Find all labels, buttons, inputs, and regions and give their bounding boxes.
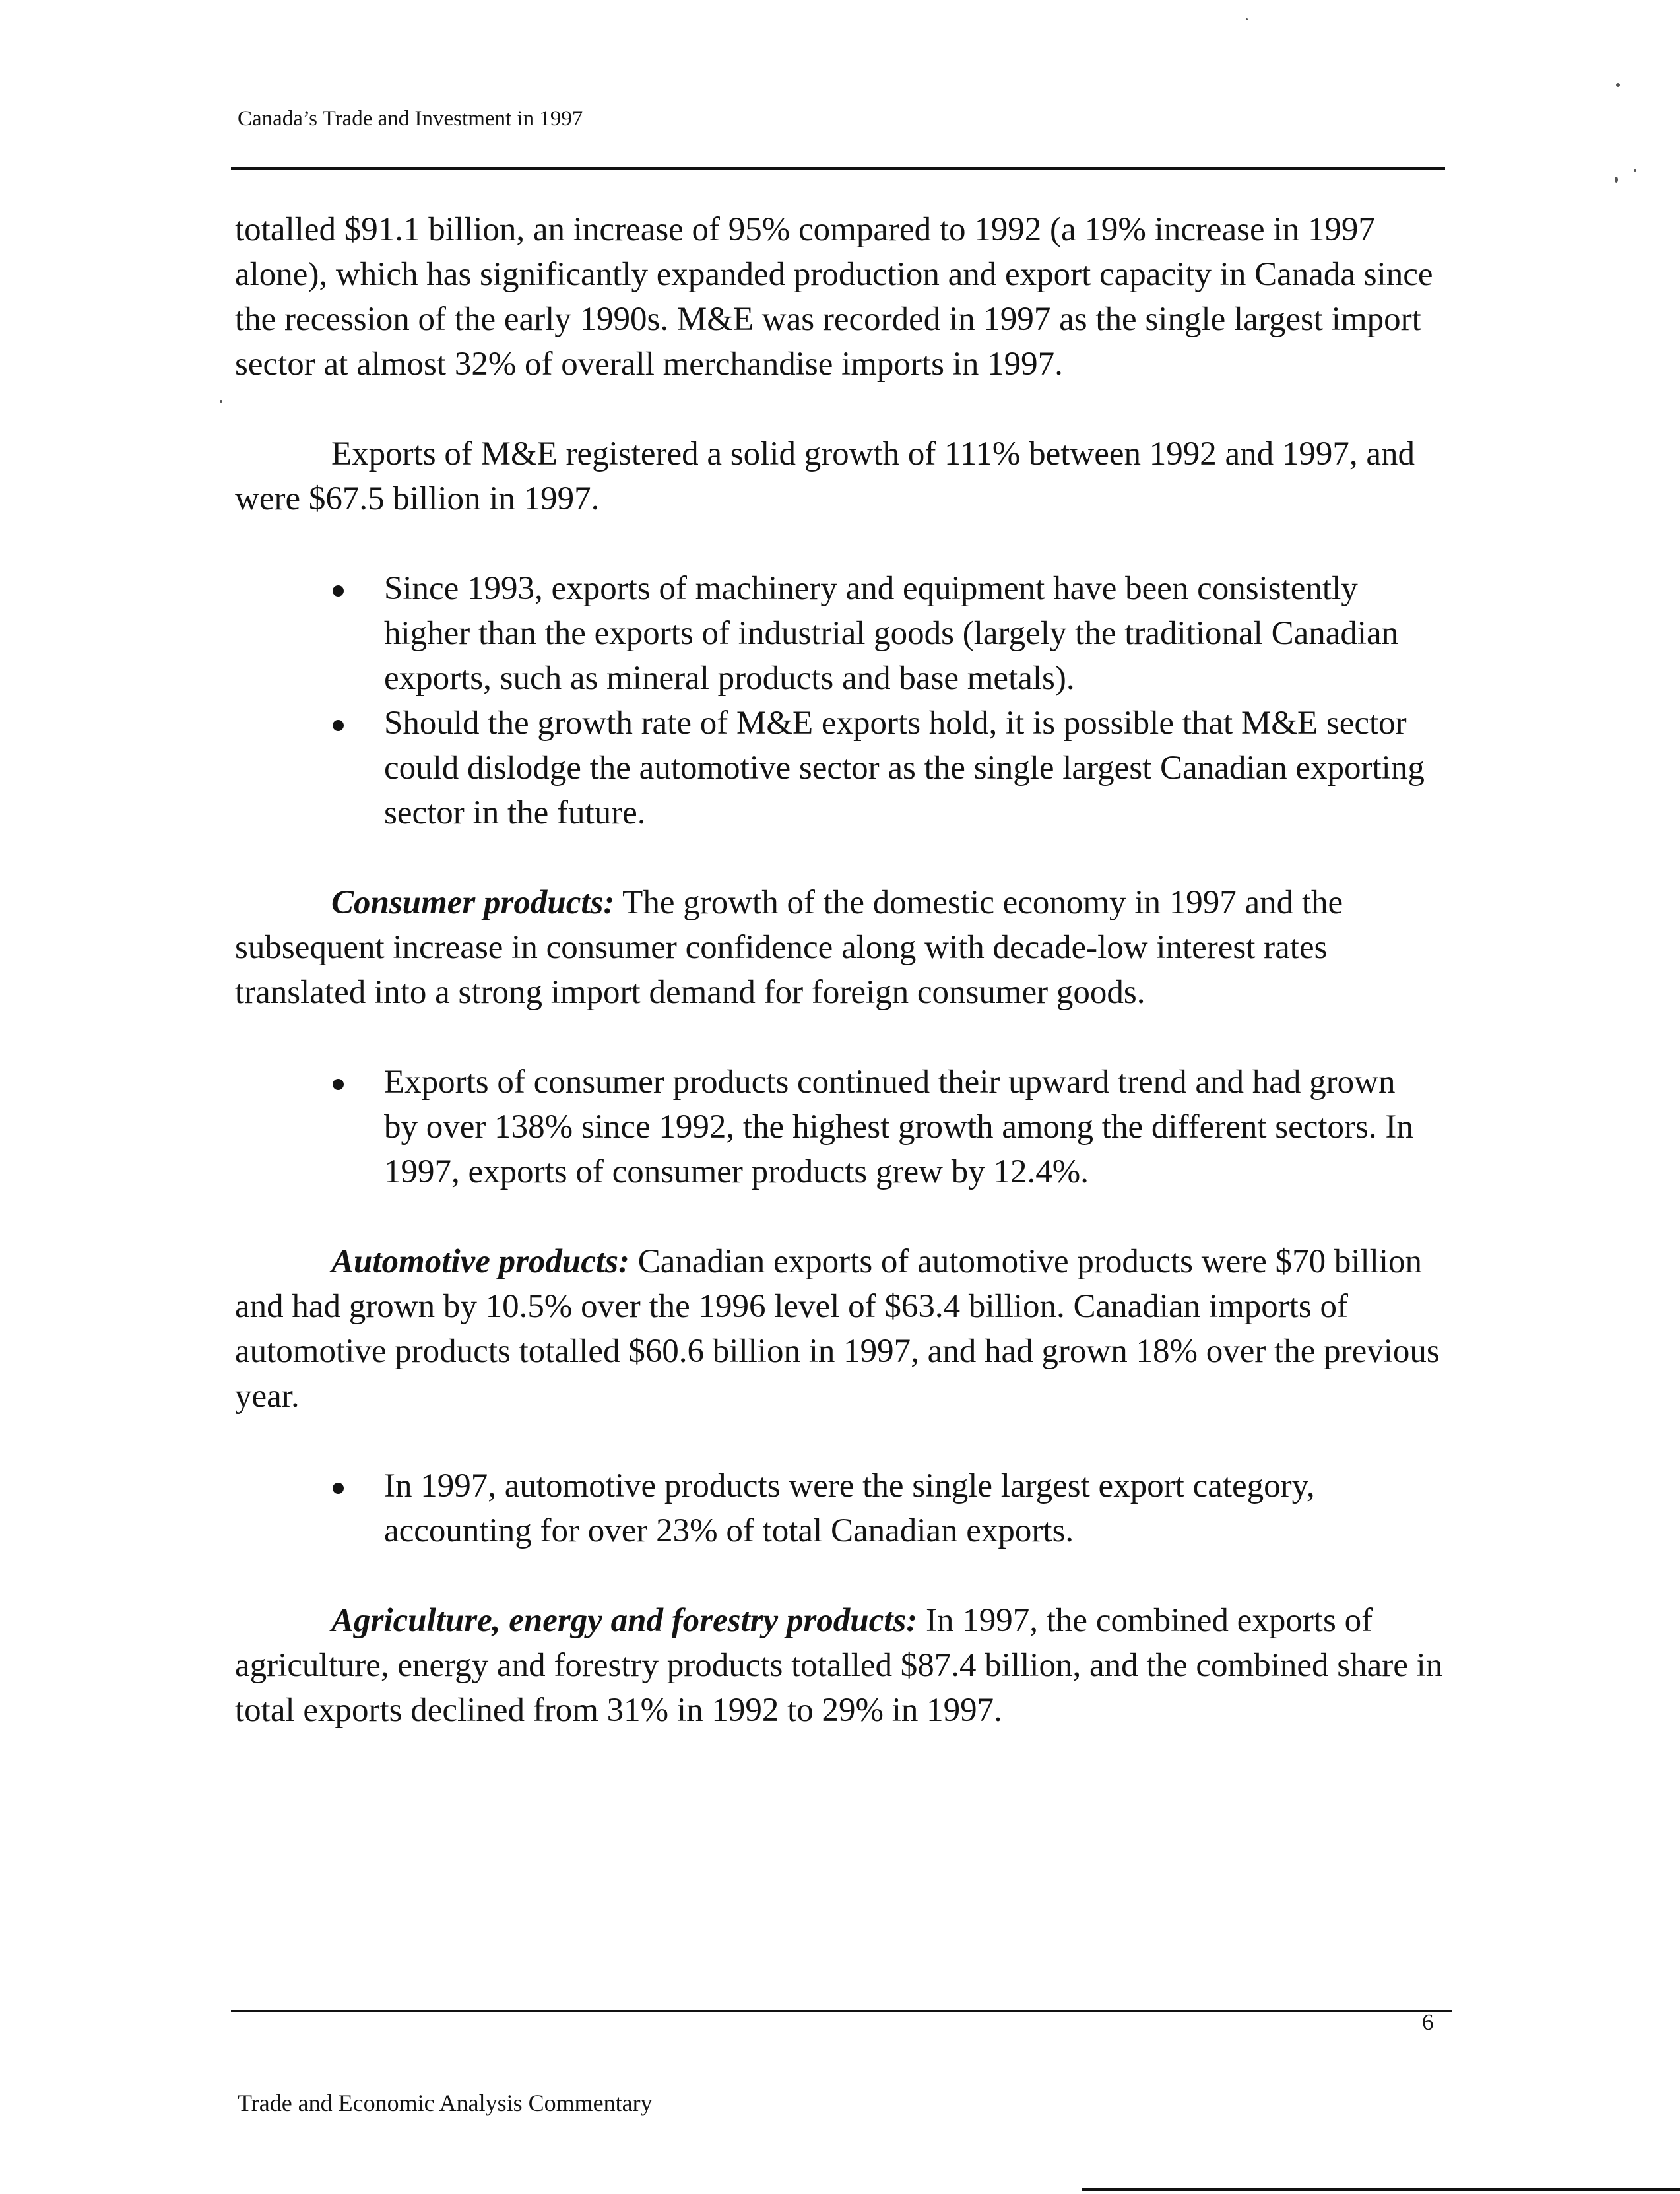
bullet-icon xyxy=(333,720,344,731)
paragraph-resource-products xyxy=(235,1598,1449,1733)
bullet-text: Should the growth rate of M&E exports hold, it is possible that M&E sector could dislodge the automotive sector as the single largest Canadian exporting sector in the future. xyxy=(384,705,1425,831)
scan-speck xyxy=(1615,177,1618,183)
document-body xyxy=(235,207,1449,1733)
bullet-text: Exports of consumer products continued their upward trend and had grown by over 138% since 1992, the highest growth among the different sectors. In 1997, exports of consumer products grew by 12.4%. xyxy=(384,1064,1413,1190)
me-bullet-list xyxy=(235,566,1449,835)
running-footer: Trade and Economic Analysis Commentary xyxy=(238,2090,653,2116)
automotive-bullet-list xyxy=(235,1464,1449,1553)
section-text-consumer: The growth of the domestic economy in 1997 and the subsequent increase in consumer confidence along with decade-low interest rates translated into a strong import demand for foreign consumer goods. xyxy=(235,884,1343,1011)
running-header: Canada’s Trade and Investment in 1997 xyxy=(238,107,583,131)
section-text-automotive: Canadian exports of automotive products were $70 billion and had grown by 10.5% over the 1996 level of $63.4 billion. Canadian imports of automotive products totalled $60.6 billion in 1997, and had grown 18% over the previous year. xyxy=(235,1243,1440,1415)
list-item xyxy=(235,1060,1433,1194)
paragraph-me-exports: Exports of M&E registered a solid growth of 111% between 1992 and 1997, and were $67.5 billion in 1997. xyxy=(235,436,1415,517)
footer-rule xyxy=(231,2010,1452,2012)
paragraph-automotive-products xyxy=(235,1239,1449,1419)
list-item xyxy=(235,701,1433,835)
page-number: 6 xyxy=(1422,2009,1434,2035)
list-item xyxy=(235,566,1433,701)
bullet-text: In 1997, automotive products were the single largest export category, accounting for over 23% of total Canadian exports. xyxy=(384,1468,1315,1549)
bullet-text: Since 1993, exports of machinery and equipment have been consistently higher than the exports of industrial goods (largely the traditional Canadian exports, such as mineral products and base metals). xyxy=(384,570,1399,697)
section-lead-automotive: Automotive products: xyxy=(331,1243,630,1280)
list-item xyxy=(235,1464,1433,1553)
scan-speck xyxy=(1634,169,1636,172)
scan-edge-line xyxy=(1082,2188,1680,2191)
section-text-resources: In 1997, the combined exports of agriculture, energy and forestry products totalled $87.4 billion, and the combined share in total exports declined from 31% in 1992 to 29% in 1997. xyxy=(235,1602,1443,1729)
bullet-icon xyxy=(333,1483,344,1494)
scan-speck xyxy=(220,400,222,403)
bullet-icon xyxy=(333,585,344,597)
paragraph-me-imports: totalled $91.1 billion, an increase of 95% compared to 1992 (a 19% increase in 1997 alone), which has significantly expanded production and export capacity in Canada since the recession of the early 1990s. M&E was recorded in 1997 as the single largest import sector at almost 32% of overall merchandise imports in 1997. xyxy=(235,211,1433,383)
bullet-icon xyxy=(333,1079,344,1090)
section-lead-resources: Agriculture, energy and forestry products: xyxy=(331,1602,918,1639)
scan-speck xyxy=(1246,18,1248,20)
consumer-bullet-list xyxy=(235,1060,1449,1194)
header-rule xyxy=(231,167,1445,170)
section-lead-consumer: Consumer products: xyxy=(331,884,615,921)
scan-speck xyxy=(1616,83,1620,87)
paragraph-consumer-products xyxy=(235,880,1449,1015)
